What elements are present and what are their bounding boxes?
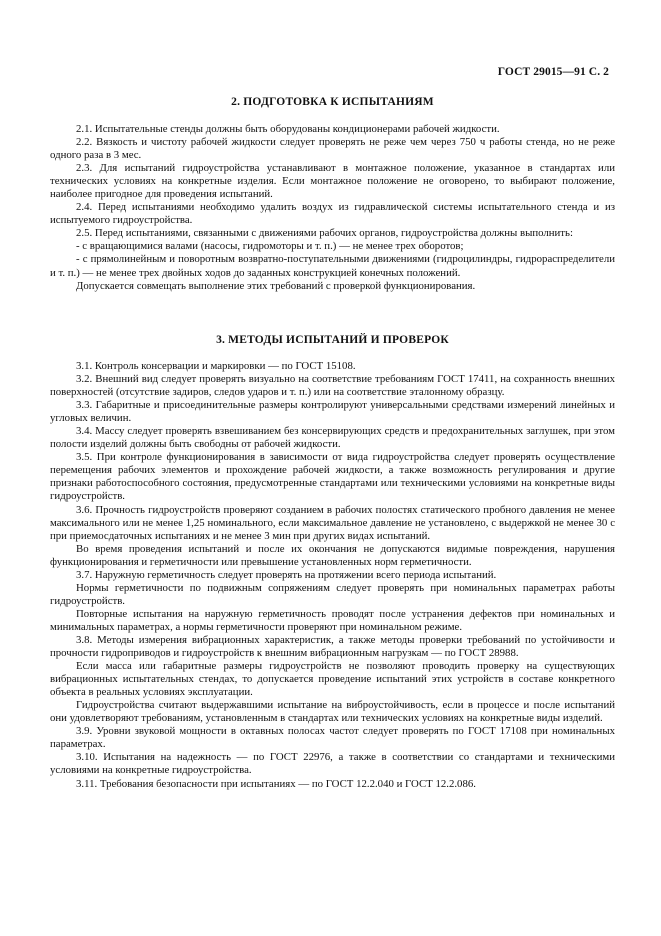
bullet-item: - с вращающимися валами (насосы, гидромоторы и т. п.) — не менее трех оборотов; bbox=[76, 240, 464, 253]
paragraph-3-9: 3.9. Уровни звуковой мощности в октавных полосах частот следует проверять по ГОСТ 17108 при номинальных параметрах. bbox=[50, 725, 615, 751]
paragraph-2-note: Допускается совмещать выполнение этих требований с проверкой функционирования. bbox=[76, 279, 476, 292]
paragraph-3-8-mass: Если масса или габаритные размеры гидроустройств не позволяют проводить проверку на существующих вибрационных испытательных стендах, то допускается проведение испытаний этих устройств в составе конкретного объекта в реальных условиях эксплуатации. bbox=[50, 660, 615, 699]
section-2-body bbox=[50, 123, 615, 293]
page-header: ГОСТ 29015—91 С. 2 bbox=[497, 66, 609, 78]
paragraph-3-7-norms: Нормы герметичности по подвижным сопряжениям следует проверять при номинальных параметрах работы гидроустройств. bbox=[50, 581, 615, 607]
paragraph-3-11: 3.11. Требования безопасности при испытаниях — по ГОСТ 12.2.040 и ГОСТ 12.2.086. bbox=[76, 777, 476, 790]
bullet-item: - с прямолинейным и поворотным возвратно-поступательными движениями (гидроцилиндры, гидрораспределители и т. п.) — не менее трех двойных ходов до заданных конструкцией конечных положений. bbox=[50, 253, 615, 279]
paragraph-3-6: 3.6. Прочность гидроустройств проверяют созданием в рабочих полостях статического пробного давления не менее максимального или не менее 1,25 номинального, если максимальное давление не установлено, с выдержкой не менее 30 с при приемосдаточных испытаниях и не менее 3 мин при других видах испытаний. bbox=[50, 503, 615, 542]
paragraph-3-2: 3.2. Внешний вид следует проверять визуально на соответствие требованиям ГОСТ 17411, на сохранность внешних поверхностей (отсутствие задиров, следов ударов и т. п.) или на соответствие эталонному образцу. bbox=[50, 373, 615, 399]
paragraph-3-7-repeat: Повторные испытания на наружную герметичность проводят после устранения дефектов при номинальных и минимальных параметрах, а нормы герметичности проверяют при номинальном режиме. bbox=[50, 607, 615, 633]
paragraph-2-4: 2.4. Перед испытаниями необходимо удалить воздух из гидравлической системы испытательного стенда и из испытуемого гидроустройства. bbox=[50, 201, 615, 227]
paragraph-2-2: 2.2. Вязкость и чистоту рабочей жидкости следует проверять не реже чем через 750 ч работы стенда, но не реже одного раза в 3 мес. bbox=[50, 136, 615, 162]
paragraph-3-10: 3.10. Испытания на надежность — по ГОСТ 22976, а также в соответствии со стандартами и техническими условиями на конкретные гидроустройства. bbox=[50, 751, 615, 777]
paragraph-3-3: 3.3. Габаритные и присоединительные размеры контролируют универсальными средствами измерений линейных и угловых величин. bbox=[50, 399, 615, 425]
paragraph-3-7: 3.7. Наружную герметичность следует проверять на протяжении всего периода испытаний. bbox=[76, 568, 497, 581]
section-3-title: 3. МЕТОДЫ ИСПЫТАНИЙ И ПРОВЕРОК bbox=[216, 334, 449, 346]
paragraph-3-8: 3.8. Методы измерения вибрационных характеристик, а также методы проверки требований по устойчивости и прочности гидроприводов и гидроустройств к внешним вибрационным нагрузкам — по ГОСТ 28988. bbox=[50, 633, 615, 660]
paragraph-3-5: 3.5. При контроле функционирования в зависимости от вида гидроустройства следует проверять осуществление перемещения рабочих элементов и прохождение рабочей жидкости, а также возможность регулирования и другие признаки работоспособного состояния, предусмотренные стандартами или техническими условиями на конкретные виды гидроустройств. bbox=[50, 451, 615, 503]
paragraph-2-3: 2.3. Для испытаний гидроустройства устанавливают в монтажное положение, указанное в стандартах или технических условиях на конкретные изделия. Если монтажное положение не оговорено, то выбирают положение, наиболее пригодное для проведения испытаний. bbox=[50, 162, 615, 201]
paragraph-3-8-result: Гидроустройства считают выдержавшими испытание на виброустойчивость, если в процессе и после испытаний они удовлетворяют требованиям, установленным в стандартах или технических условиях на конкретные виды изделий. bbox=[50, 699, 615, 725]
paragraph-2-5: 2.5. Перед испытаниями, связанными с движениями рабочих органов, гидроустройства должны выполнить: bbox=[76, 227, 573, 240]
section-3-body bbox=[50, 360, 615, 791]
paragraph-3-6-note: Во время проведения испытаний и после их окончания не допускаются видимые повреждения, нарушения функционирования и герметичности или превышение установленных норм герметичности. bbox=[50, 542, 615, 568]
section-2-title: 2. ПОДГОТОВКА К ИСПЫТАНИЯМ bbox=[231, 96, 434, 108]
paragraph-3-4: 3.4. Массу следует проверять взвешиванием без консервирующих средств и предохранительных заглушек, при этом полости изделий должны быть свободны от рабочей жидкости. bbox=[50, 425, 615, 451]
paragraph-3-1: 3.1. Контроль консервации и маркировки — по ГОСТ 15108. bbox=[76, 360, 356, 372]
paragraph-2-1: 2.1. Испытательные стенды должны быть оборудованы кондиционерами рабочей жидкости. bbox=[76, 123, 500, 135]
